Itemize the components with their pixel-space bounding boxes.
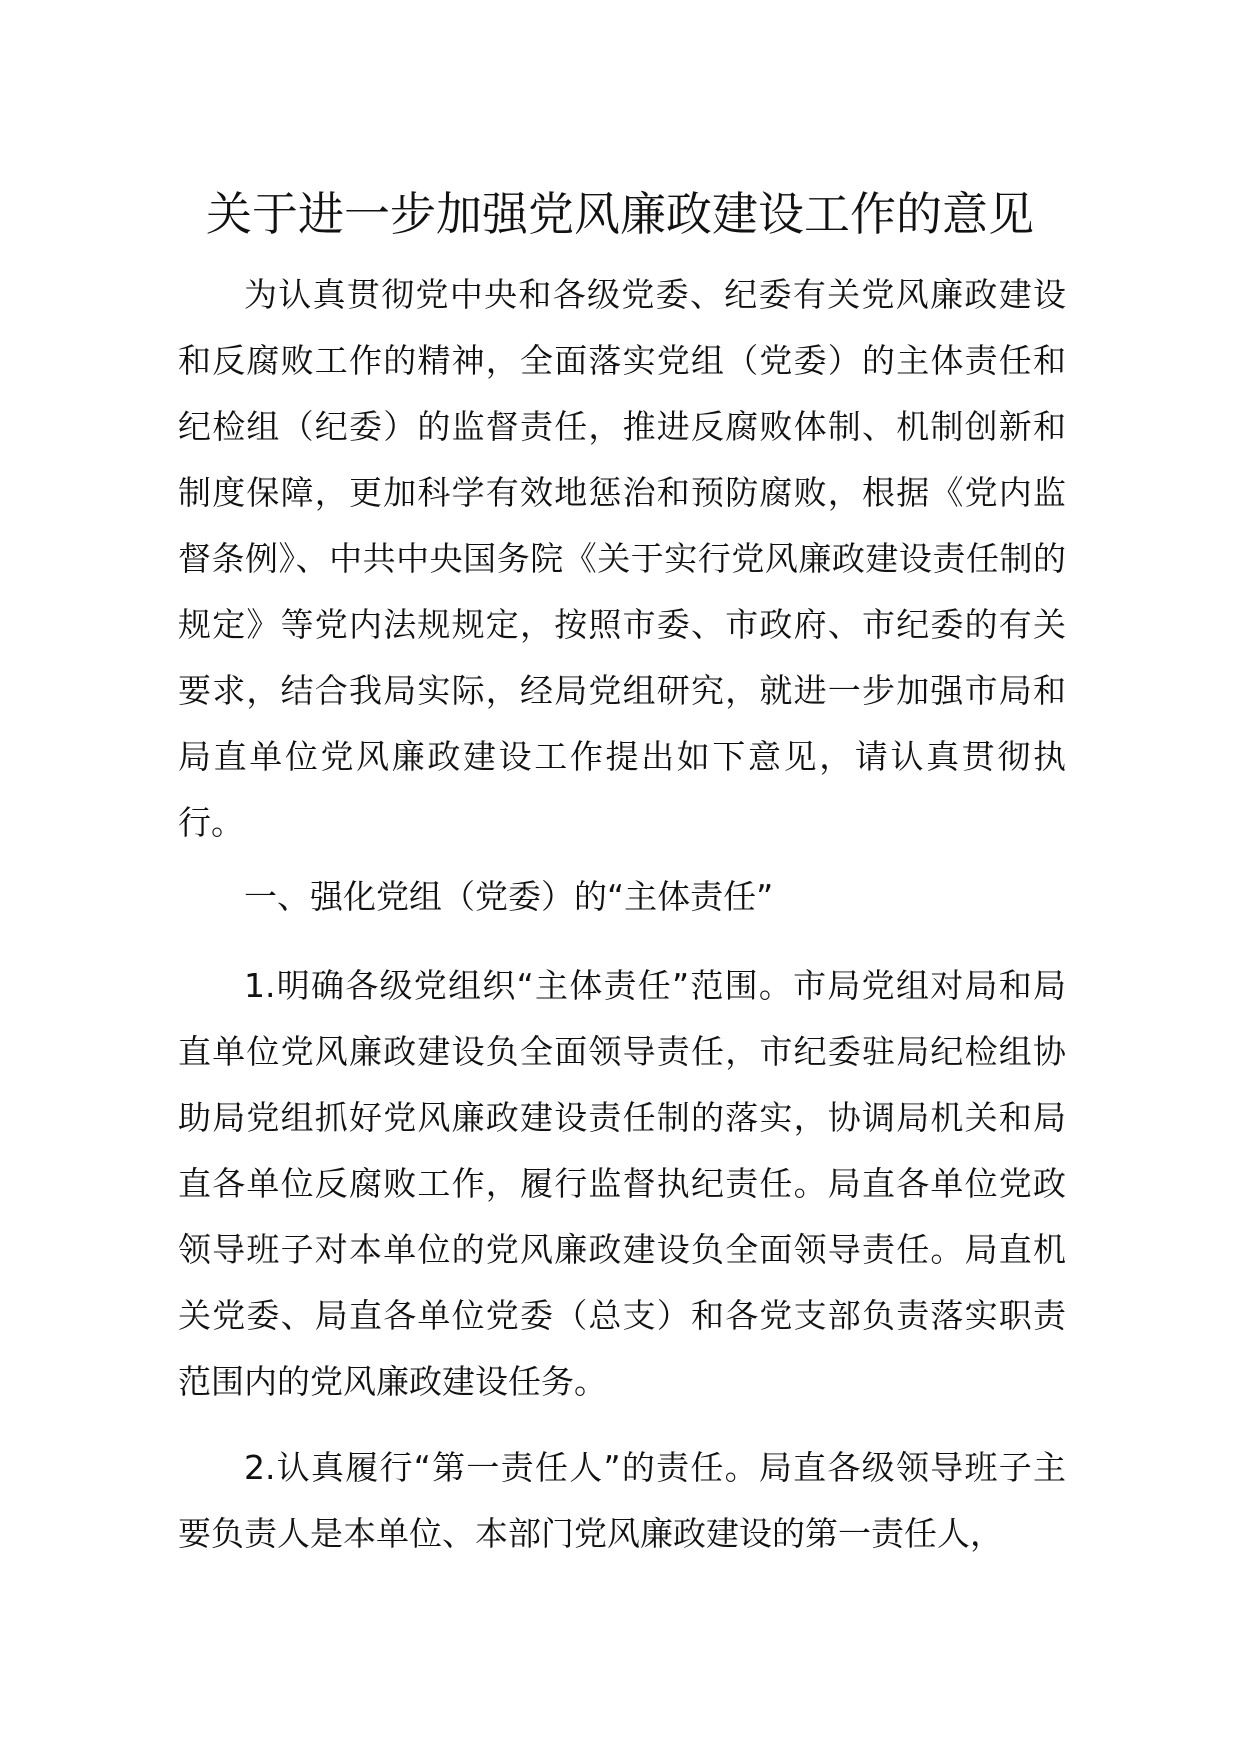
item-1-paragraph: 1.明确各级党组织“主体责任”范围。市局党组对局和局直单位党风廉政建设负全面领导责任，市纪委驻局纪检组协助局党组抓好党风廉政建设责任制的落实，协调局机关和局直各单位反腐败工作，履行监督执纪责任。局直各单位党政领导班子对本单位的党风廉政建设负全面领导责任。局直机关党委、局直各单位党委（总支）和各党支部负责落实职责范围内的党风廉政建设任务。 [178, 966, 1066, 1401]
document-title: 关于进一步加强党风廉政建设工作的意见 [206, 187, 1034, 241]
intro-paragraph: 为认真贯彻党中央和各级党委、纪委有关党风廉政建设和反腐败工作的精神，全面落实党组（党委）的主体责任和纪检组（纪委）的监督责任，推进反腐败体制、机制创新和制度保障，更加科学有效地惩治和预防腐败，根据《党内监督条例》、中共中央国务院《关于实行党风廉政建设责任制的规定》等党内法规规定，按照市委、市政府、市纪委的有关要求，结合我局实际，经局党组研究，就进一步加强市局和局直单位党风廉政建设工作提出如下意见，请认真贯彻执行。 [178, 275, 1066, 842]
section-heading-1: 一、强化党组（党委）的“主体责任” [244, 877, 774, 916]
item-2-paragraph: 2.认真履行“第一责任人”的责任。局直各级领导班子主要负责人是本单位、本部门党风廉政建设的第一责任人， [178, 1448, 1066, 1553]
